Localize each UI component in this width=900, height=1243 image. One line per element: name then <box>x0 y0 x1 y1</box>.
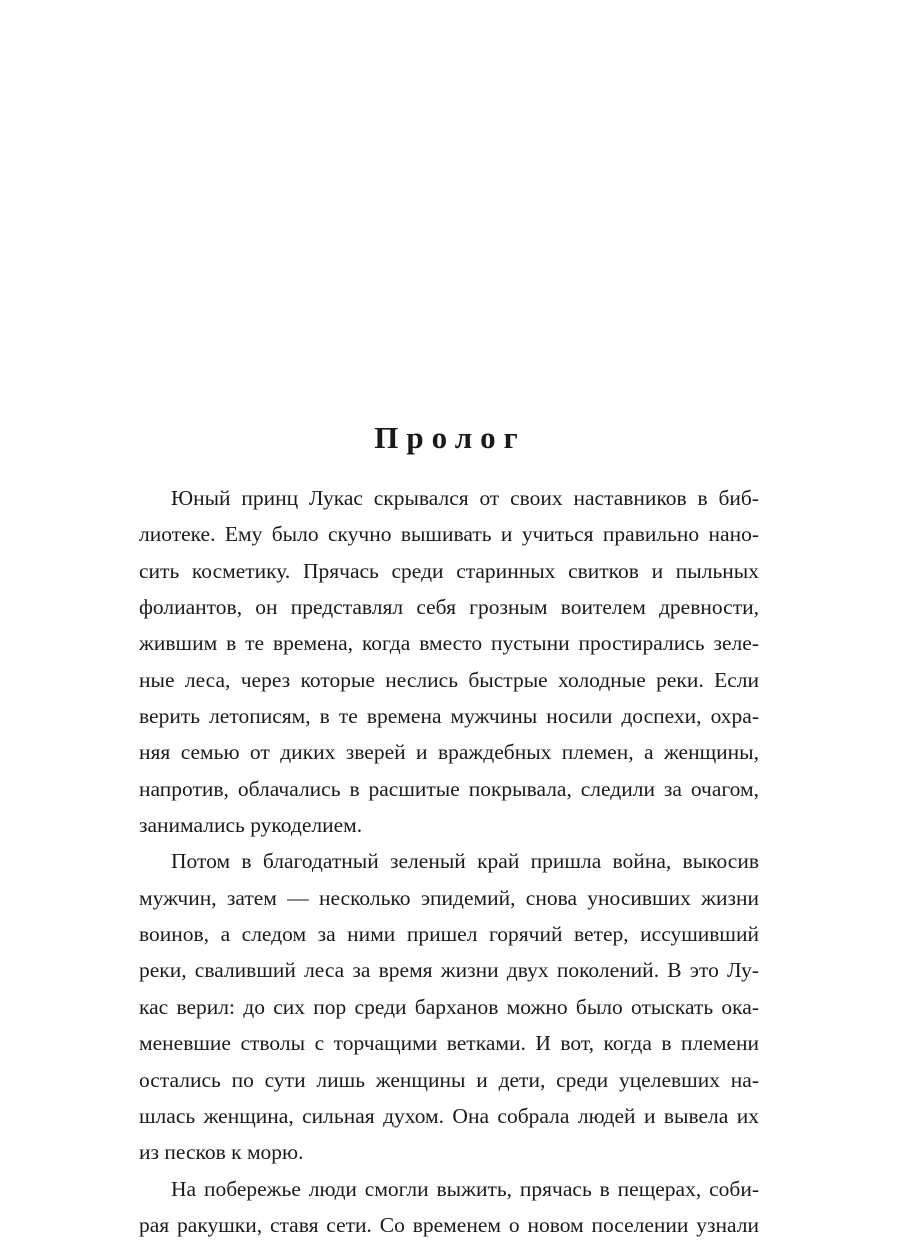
paragraph-2-line: воинов, а следом за ними пришел горячий ветер, иссушивший <box>139 922 759 947</box>
paragraph-2-line: остались по сути лишь женщины и дети, среди уцелевших на- <box>139 1067 759 1092</box>
paragraph-1-line: занимались рукоделием. <box>139 813 363 838</box>
paragraph-2-line: шлась женщина, сильная духом. Она собрала людей и вывела их <box>139 1103 759 1128</box>
paragraph-1-line: лиотеке. Ему было скучно вышивать и учиться правильно нано- <box>139 522 759 547</box>
body-text <box>139 480 759 1243</box>
paragraph-2-line: мужчин, затем — несколько эпидемий, снова уносивших жизни <box>139 885 759 910</box>
paragraph-3-line: На побережье люди смогли выжить, прячась в пещерах, соби- <box>171 1176 759 1201</box>
paragraph-2-line: из песков к морю. <box>139 1140 304 1165</box>
paragraph-1-line: напротив, облачались в расшитые покрывала, следили за очагом, <box>139 776 759 801</box>
paragraph-2-line: Потом в благодатный зеленый край пришла война, выкосив <box>171 849 759 874</box>
paragraph-1-line: фолиантов, он представлял себя грозным воителем древности, <box>139 595 759 620</box>
paragraph-2-line: меневшие стволы с торчащими ветками. И вот, когда в племени <box>139 1031 759 1056</box>
chapter-title: Пролог <box>374 420 526 455</box>
paragraph-2-line: реки, сваливший леса за время жизни двух поколений. В это Лу- <box>139 958 759 983</box>
paragraph-1-line: няя семью от диких зверей и враждебных племен, а женщины, <box>139 740 759 765</box>
paragraph-1-line: жившим в те времена, когда вместо пустыни простирались зеле- <box>139 631 759 656</box>
paragraph-1-line: Юный принц Лукас скрывался от своих наставников в биб- <box>171 486 759 510</box>
paragraph-1-line: верить летописям, в те времена мужчины носили доспехи, охра- <box>139 704 759 729</box>
paragraph-2-line: кас верил: до сих пор среди барханов можно было отыскать ока- <box>139 994 759 1019</box>
paragraph-1-line: ные леса, через которые неслись быстрые холодные реки. Если <box>139 667 759 692</box>
paragraph-1-line: сить косметику. Прячась среди старинных свитков и пыльных <box>139 558 759 583</box>
paragraph-3-line: рая ракушки, ставя сети. Со временем о новом поселении узнали <box>139 1212 759 1237</box>
